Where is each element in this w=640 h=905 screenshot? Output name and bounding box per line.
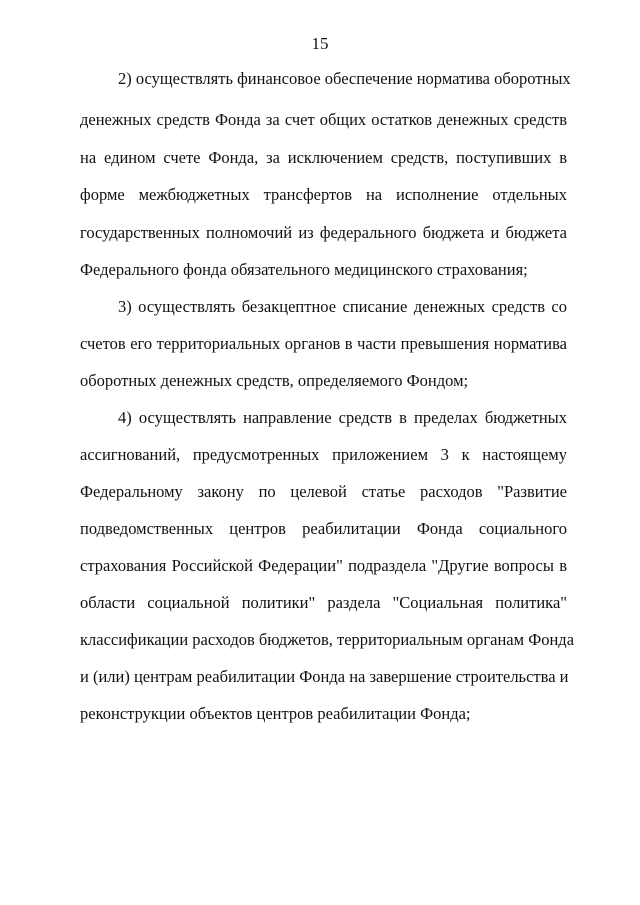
paragraph-4-line-4: подведомственных центров реабилитации Фонда социального bbox=[80, 519, 567, 538]
paragraph-2-line-1: 2) осуществлять финансовое обеспечение норматива оборотных bbox=[118, 69, 571, 88]
page-number: 15 bbox=[311, 34, 329, 53]
paragraph-2-line-3: на едином счете Фонда, за исключением средств, поступивших в bbox=[80, 148, 567, 167]
paragraph-3-line-3: оборотных денежных средств, определяемого Фондом; bbox=[80, 371, 469, 390]
paragraph-4-line-8: и (или) центрам реабилитации Фонда на завершение строительства и bbox=[80, 667, 569, 686]
paragraph-4-line-7: классификации расходов бюджетов, территориальным органам Фонда bbox=[80, 630, 575, 649]
paragraph-2-line-2: денежных средств Фонда за счет общих остатков денежных средств bbox=[80, 110, 567, 129]
paragraph-4-line-9: реконструкции объектов центров реабилитации Фонда; bbox=[80, 704, 471, 723]
paragraph-4-line-3: Федеральному закону по целевой статье расходов "Развитие bbox=[80, 482, 567, 501]
paragraph-3-line-2: счетов его территориальных органов в части превышения норматива bbox=[80, 334, 567, 353]
paragraph-4-line-6: области социальной политики" раздела "Социальная политика" bbox=[80, 593, 567, 612]
paragraph-2-line-5: государственных полномочий из федерального бюджета и бюджета bbox=[80, 223, 567, 242]
paragraph-4-line-5: страхования Российской Федерации" подраздела "Другие вопросы в bbox=[80, 556, 567, 575]
paragraph-4-line-2: ассигнований, предусмотренных приложением 3 к настоящему bbox=[80, 445, 567, 464]
paragraph-4-line-1: 4) осуществлять направление средств в пределах бюджетных bbox=[118, 408, 567, 427]
paragraph-2-line-6: Федерального фонда обязательного медицинского страхования; bbox=[80, 260, 528, 279]
paragraph-2-line-4: форме межбюджетных трансфертов на исполнение отдельных bbox=[80, 185, 567, 204]
paragraph-3-line-1: 3) осуществлять безакцептное списание денежных средств со bbox=[118, 297, 567, 316]
